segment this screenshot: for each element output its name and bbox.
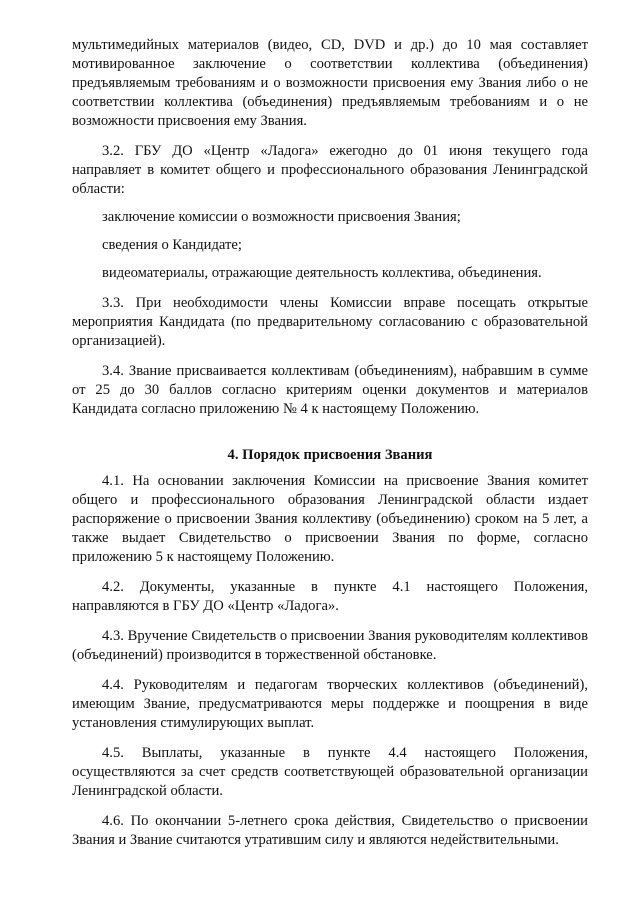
list-item-candidate-info: сведения о Кандидате; (102, 237, 242, 253)
paragraph-4-3: 4.3. Вручение Свидетельств о присвоении Звания руководителям коллективов (объединений) производится в торжественной обстановке. (72, 628, 588, 663)
paragraph-4-4: 4.4. Руководителям и педагогам творческих коллективов (объединений), имеющим Звание, предусматриваются меры поддержке и поощрения в виде установления стимулирующих выплат. (72, 677, 588, 731)
section-4-heading: 4. Порядок присвоения Звания (227, 447, 433, 463)
paragraph-3-4: 3.4. Звание присваивается коллективам (объединениям), набравшим в сумме от 25 до 30 баллов согласно критериям оценки документов и материалов Кандидата согласно приложению № 4 к настоящему Положению. (72, 363, 588, 417)
list-item-commission-conclusion: заключение комиссии о возможности присвоения Звания; (102, 209, 461, 225)
paragraph-3-2: 3.2. ГБУ ДО «Центр «Ладога» ежегодно до 01 июня текущего года направляет в комитет общего и профессионального образования Ленинградской области: (72, 143, 588, 197)
paragraph-4-1: 4.1. На основании заключения Комиссии на присвоение Звания комитет общего и профессионального образования Ленинградской области издает распоряжение о присвоении Звания коллективу (объединению) сроком на 5 лет, а также выдает Свидетельство о присвоении Звания по форме, согласно приложению 5 к настоящему Положению. (72, 473, 588, 565)
paragraph-4-5: 4.5. Выплаты, указанные в пункте 4.4 настоящего Положения, осуществляются за счет средств соответствующей образовательной организации Ленинградской области. (72, 745, 588, 799)
paragraph-3-3: 3.3. При необходимости члены Комиссии вправе посещать открытые мероприятия Кандидата (по предварительному согласованию с образовательной организацией). (72, 295, 588, 349)
document-page (72, 36, 588, 850)
paragraph-4-2: 4.2. Документы, указанные в пункте 4.1 настоящего Положения, направляются в ГБУ ДО «Центр «Ладога». (72, 579, 588, 614)
list-item-video-materials: видеоматериалы, отражающие деятельность коллектива, объединения. (102, 265, 542, 281)
paragraph-4-6: 4.6. По окончании 5-летнего срока действия, Свидетельство о присвоении Звания и Звание считаются утратившим силу и являются недействительными. (72, 813, 588, 848)
intro-continuation-paragraph: мультимедийных материалов (видео, CD, DVD и др.) до 10 мая составляет мотивированное заключение о соответствии коллектива (объединения) предъявляемым требованиям и о возможности присвоения ему Звания либо о не соответствии коллектива (объединения) предъявляемым требованиям и о не возможности присвоения ему Звания. (72, 37, 588, 129)
